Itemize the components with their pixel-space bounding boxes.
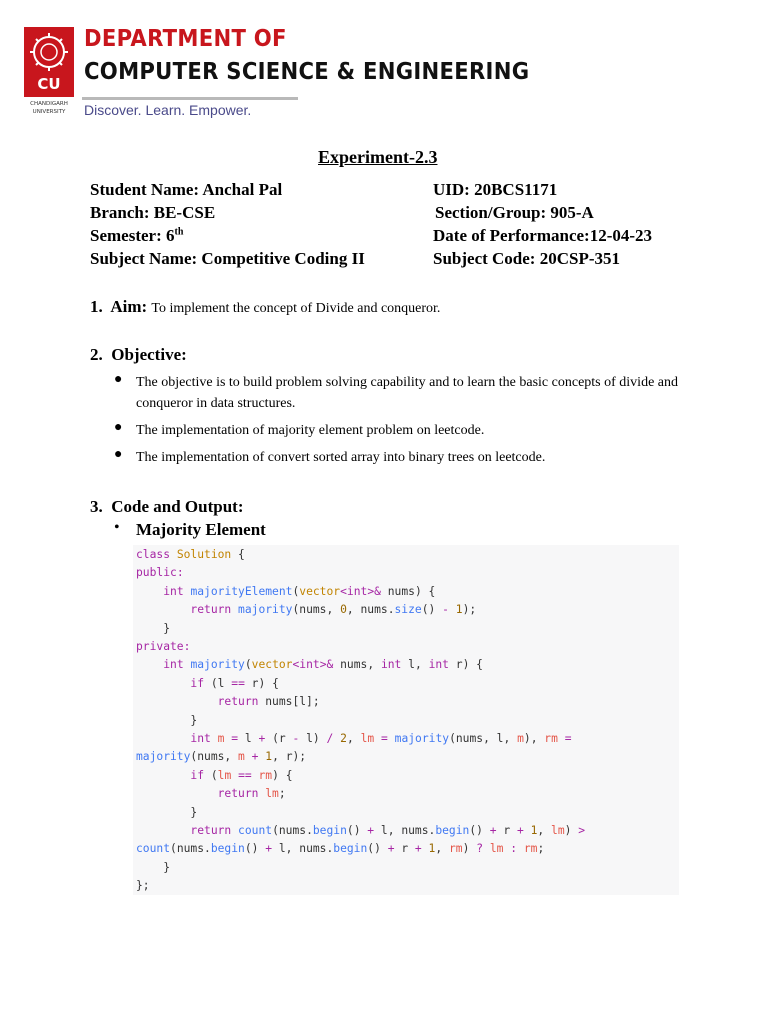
bullet-icon: ● <box>114 372 123 387</box>
code-block <box>133 545 679 895</box>
objective-label: Objective: <box>111 345 187 364</box>
code-line: } <box>136 805 198 819</box>
subject-code: Subject Code: 20CSP-351 <box>433 249 620 268</box>
student-name: Student Name: Anchal Pal <box>90 180 283 199</box>
bullet-icon: ● <box>114 447 123 462</box>
semester-text: Semester: 6 <box>90 226 175 245</box>
code-line: if (lm == rm) { <box>190 768 293 782</box>
code-line: if (l == r) { <box>190 676 279 690</box>
aim-label: Aim: <box>110 297 148 316</box>
code-line: private: <box>136 640 191 653</box>
section-group: Section/Group: 905-A <box>435 203 594 222</box>
semester-sup: th <box>174 226 184 238</box>
code-line: public: <box>136 566 184 580</box>
aim-section <box>90 297 440 317</box>
code-line: int majorityElement(vector<int>& nums) { <box>163 584 436 598</box>
objective-item: The implementation of majority element problem on leetcode. <box>136 423 485 438</box>
code-line: class Solution { <box>136 548 245 561</box>
university-logo <box>24 27 74 117</box>
code-line: } <box>136 621 171 635</box>
objective-item: The objective is to build problem solving capability and to learn the basic concepts of divide and conqueror in data structures. <box>136 375 678 411</box>
objective-heading <box>90 345 187 365</box>
aim-number: 1. <box>90 297 103 316</box>
header-divider <box>82 97 298 100</box>
objective-number: 2. <box>90 345 103 364</box>
svg-text:CHANDIGARH: CHANDIGARH <box>30 101 68 107</box>
date-of-performance: Date of Performance:12-04-23 <box>433 226 653 245</box>
code-line: return majority(nums, 0, nums.size() - 1); <box>190 603 477 617</box>
code-line: } <box>136 860 171 874</box>
objective-item: The implementation of convert sorted array into binary trees on leetcode. <box>136 450 546 465</box>
bullet-icon: ● <box>114 420 123 435</box>
code-line: } <box>136 713 198 727</box>
tagline: Discover. Learn. Empower. <box>84 102 252 118</box>
department-title-line2: COMPUTER SCIENCE & ENGINEERING <box>84 59 530 85</box>
code-line: return nums[l]; <box>217 695 320 709</box>
code-output-heading <box>90 497 244 517</box>
svg-text:UNIVERSITY: UNIVERSITY <box>32 109 66 115</box>
branch: Branch: BE-CSE <box>90 203 216 222</box>
code-line: return count(nums.begin() + l, nums.begin() + r + 1, lm) > <box>190 824 586 837</box>
aim-text: To implement the concept of Divide and conqueror. <box>151 301 441 316</box>
code-line: }; <box>136 879 150 893</box>
code-line: int m = l + (r - l) / 2, lm = majority(nums, l, m), rm = <box>190 732 572 745</box>
code-output-number: 3. <box>90 497 103 516</box>
svg-text:CU: CU <box>37 75 61 93</box>
code-line: return lm; <box>217 787 286 801</box>
bullet-icon: • <box>114 519 120 536</box>
experiment-title: Experiment-2.3 <box>318 147 438 167</box>
uid: UID: 20BCS1171 <box>433 180 558 199</box>
code-line: majority(nums, m + 1, r); <box>136 750 307 764</box>
code-line: int majority(vector<int>& nums, int l, int r) { <box>163 658 483 672</box>
majority-element-heading: Majority Element <box>136 520 266 539</box>
code-output-label: Code and Output: <box>111 497 244 516</box>
department-title-line1: DEPARTMENT OF <box>84 26 287 52</box>
subject-name: Subject Name: Competitive Coding II <box>90 249 365 268</box>
code-line: count(nums.begin() + l, nums.begin() + r + 1, rm) ? lm : rm; <box>136 842 545 856</box>
semester <box>90 226 183 246</box>
